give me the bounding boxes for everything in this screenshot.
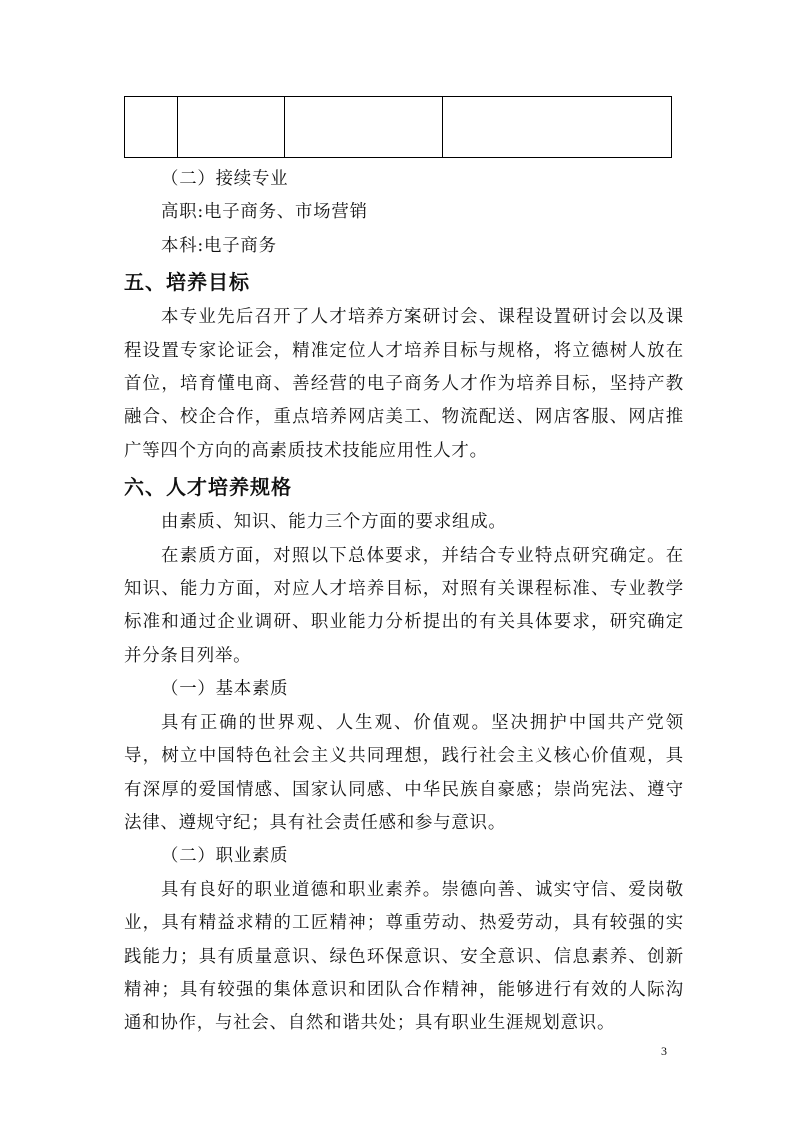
table-cell [285, 97, 443, 158]
paragraph-undergraduate: 本科:电子商务 [161, 235, 277, 256]
table-cell [178, 97, 285, 158]
subheading-basic-quality: （一）基本素质 [161, 679, 289, 700]
paragraph-specs-intro: 由素质、知识、能力三个方面的要求组成。 [161, 512, 507, 533]
table-cell [125, 97, 178, 158]
heading-training-goals: 五、培养目标 [124, 270, 250, 295]
subheading-continuing-major: （二）接续专业 [161, 169, 289, 189]
heading-training-specs: 六、人才培养规格 [124, 475, 292, 500]
paragraph-basic-quality: 具有正确的世界观、人生观、价值观。坚决拥护中国共产党领导，树立中国特色社会主义共同理想，践行社会主义核心价值观，具有深厚的爱国情感、国家认同感、中华民族自豪感；崇尚宪法、遵守法律、遵规守纪；具有社会责任感和参与意识。 [124, 712, 684, 833]
table-cell [443, 97, 672, 158]
table-fragment [124, 96, 672, 158]
paragraph-professional-quality: 具有良好的职业道德和职业素养。崇德向善、诚实守信、爱岗敬业，具有精益求精的工匠精神；尊重劳动、热爱劳动，具有较强的实践能力；具有质量意识、绿色环保意识、安全意识、信息素养、创新精神；具有较强的集体意识和团队合作精神，能够进行有效的人际沟通和协作，与社会、自然和谐共处；具有职业生涯规划意识。 [124, 879, 684, 1034]
paragraph-training-goals: 本专业先后召开了人才培养方案研讨会、课程设置研讨会以及课程设置专家论证会，精准定位人才培养目标与规格，将立德树人放在首位，培育懂电商、善经营的电子商务人才作为培养目标，坚持产教融合、校企合作，重点培养网店美工、物流配送、网店客服、网店推广等四个方向的高素质技术技能应用性人才。 [124, 307, 684, 461]
paragraph-specs-detail: 在素质方面，对照以下总体要求，并结合专业特点研究确定。在知识、能力方面，对应人才培养目标，对照有关课程标准、专业教学标准和通过企业调研、职业能力分析提出的有关具体要求，研究确定并分条目列举。 [124, 545, 684, 666]
subheading-professional-quality: （二）职业素质 [161, 846, 289, 867]
table-row [125, 97, 672, 158]
document-body [124, 163, 684, 1041]
page-number: 3 [661, 1044, 667, 1058]
paragraph-higher-vocational: 高职:电子商务、市场营销 [161, 202, 368, 223]
